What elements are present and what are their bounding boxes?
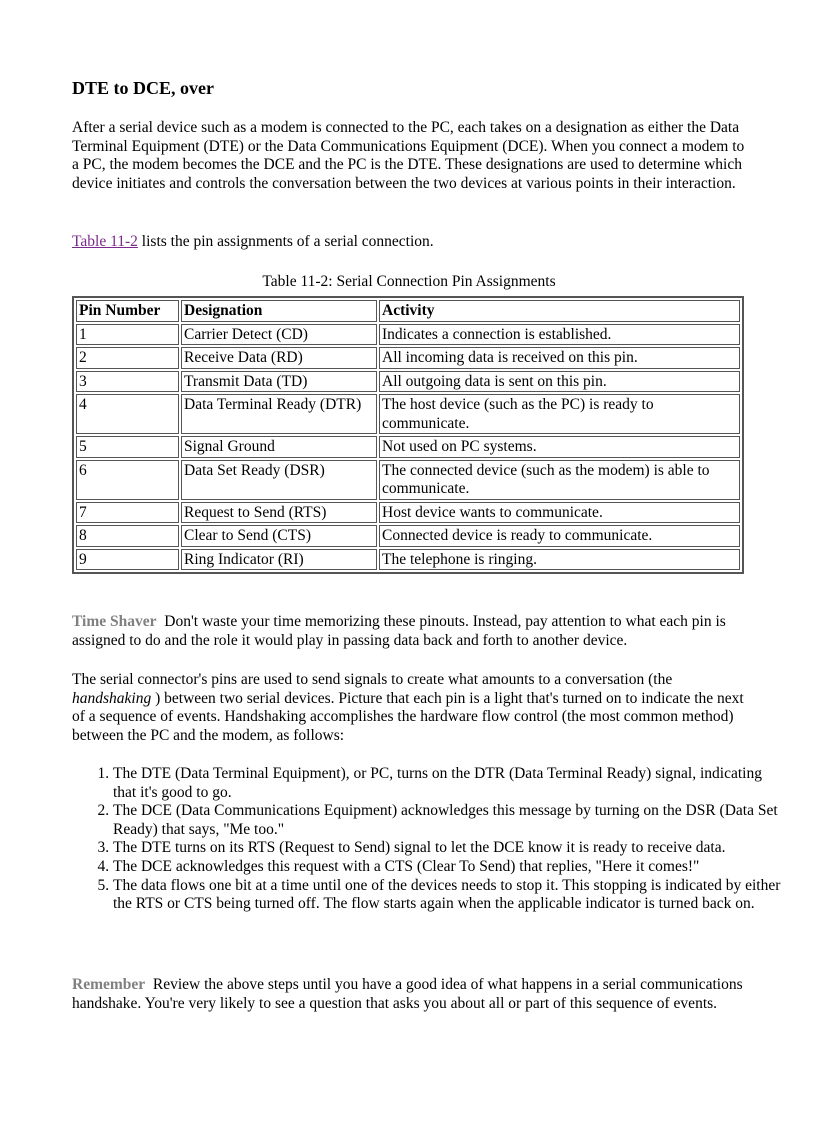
remember-tip [72,976,746,1013]
column-header: Designation [181,300,377,322]
designation-cell: Transmit Data (TD) [181,371,377,393]
list-item: 2. The DCE (Data Communications Equipment) acknowledges this message by turning on the DSR (Data Set Ready) that says, "Me too." [113,802,787,839]
designation-cell: Carrier Detect (CD) [181,324,377,346]
table-row [76,525,740,547]
remember-label: Remember [72,976,146,993]
pin-number-cell: 9 [76,549,179,571]
table-row [76,436,740,458]
table-row [76,371,740,393]
activity-cell: Host device wants to communicate. [379,502,740,524]
pin-number-cell: 2 [76,347,179,369]
table-row [76,460,740,500]
handshaking-term: handshaking [72,689,152,707]
table-reference-paragraph [72,233,746,252]
pin-number-cell: 7 [76,502,179,524]
pin-number-cell: 5 [76,436,179,458]
pin-number-cell: 6 [76,460,179,500]
activity-cell: Connected device is ready to communicate. [379,525,740,547]
column-header: Pin Number [76,300,179,322]
list-item: 5. The data flows one bit at a time until one of the devices needs to stop it. This stopping is indicated by either the RTS or CTS being turned off. The flow starts again when the applicable indicator is turned back on. [113,877,787,914]
designation-cell: Clear to Send (CTS) [181,525,377,547]
table-row [76,347,740,369]
table-header-row [76,300,740,322]
table-row [76,549,740,571]
handshaking-paragraph [72,671,746,745]
designation-cell: Ring Indicator (RI) [181,549,377,571]
designation-cell: Receive Data (RD) [181,347,377,369]
column-header: Activity [379,300,740,322]
designation-cell: Data Terminal Ready (DTR) [181,394,377,434]
activity-cell: The telephone is ringing. [379,549,740,571]
table-reference-text: lists the pin assignments of a serial connection. [137,233,434,250]
activity-cell: All outgoing data is sent on this pin. [379,371,740,393]
table-row [76,394,740,434]
remember-text: Review the above steps until you have a good idea of what happens in a serial communications handshake. You're very likely to see a question that asks you about all or part of this sequence of events. [72,976,743,1012]
table-11-2-link[interactable]: Table 11-2 [72,233,138,250]
activity-cell: All incoming data is received on this pin. [379,347,740,369]
activity-cell: Not used on PC systems. [379,436,740,458]
list-item: 1. The DTE (Data Terminal Equipment), or PC, turns on the DTR (Data Terminal Ready) signal, indicating that it's good to go. [113,765,787,802]
pin-number-cell: 8 [76,525,179,547]
activity-cell: The connected device (such as the modem) is able to communicate. [379,460,740,500]
pin-number-cell: 3 [76,371,179,393]
pin-number-cell: 4 [76,394,179,434]
handshaking-text-before: The serial connector's pins are used to send signals to create what amounts to a conversation (the [72,671,673,688]
table-caption: Table 11-2: Serial Connection Pin Assignments [262,273,556,290]
time-shaver-label: Time Shaver [72,613,157,630]
pin-assignments-table [72,296,744,574]
pin-number-cell: 1 [76,324,179,346]
section-heading: DTE to DCE, over [72,78,214,98]
activity-cell: Indicates a connection is established. [379,324,740,346]
handshake-steps-list [72,765,787,914]
table-row [76,502,740,524]
activity-cell: The host device (such as the PC) is ready to communicate. [379,394,740,434]
designation-cell: Signal Ground [181,436,377,458]
table-row [76,324,740,346]
list-item: 4. The DCE acknowledges this request with a CTS (Clear To Send) that replies, "Here it comes!" [113,858,787,877]
time-shaver-text: Don't waste your time memorizing these pinouts. Instead, pay attention to what each pin is assigned to do and the role it would play in passing data back and forth to another device. [72,613,726,649]
designation-cell: Data Set Ready (DSR) [181,460,377,500]
handshaking-text-after: ) between two serial devices. Picture that each pin is a light that's turned on to indicate the next of a sequence of events. Handshaking accomplishes the hardware flow control (the most common method) between the PC and the modem, as follows: [72,689,744,744]
intro-paragraph: After a serial device such as a modem is connected to the PC, each takes on a designation as either the Data Terminal Equipment (DTE) or the Data Communications Equipment (DCE). When you connect a modem to a PC, the modem becomes the DCE and the PC is the DTE. These designations are used to determine which device initiates and controls the conversation between the two devices at various points in their interaction. [72,119,745,192]
time-shaver-tip [72,613,746,650]
list-item: 3. The DTE turns on its RTS (Request to Send) signal to let the DCE know it is ready to receive data. [113,839,787,858]
designation-cell: Request to Send (RTS) [181,502,377,524]
